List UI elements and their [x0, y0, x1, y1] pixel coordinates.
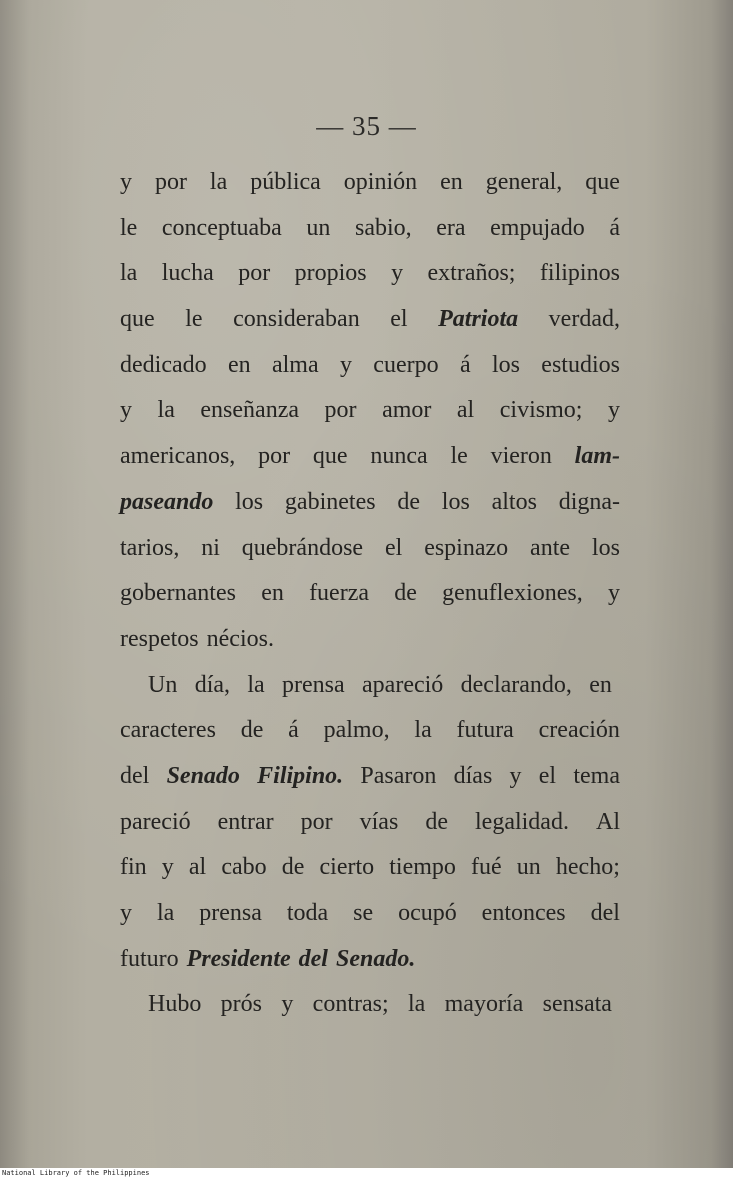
- word: por: [238, 260, 271, 287]
- word: declarando,: [460, 671, 572, 698]
- word: quebrándose: [241, 534, 364, 561]
- word: y: [607, 397, 620, 424]
- text-line: [120, 937, 620, 983]
- word: ante: [530, 534, 571, 561]
- italic-word: Filipino.: [257, 762, 344, 789]
- word: y: [120, 169, 132, 195]
- word: los: [441, 488, 470, 515]
- library-credit: National Library of the Philippines: [2, 1169, 150, 1177]
- italic-word: Patriota: [438, 306, 519, 333]
- word: prensa: [282, 671, 345, 698]
- word: fué: [471, 854, 502, 881]
- word: americanos,: [120, 443, 236, 470]
- word: empujado: [490, 214, 585, 241]
- word: Al: [595, 808, 620, 835]
- text-line: [120, 571, 620, 617]
- word: opinión: [343, 169, 418, 195]
- text-line: [120, 754, 620, 800]
- word: Pasaron: [360, 762, 437, 789]
- text-line: [120, 160, 620, 206]
- word: á: [459, 351, 471, 378]
- word: la: [157, 397, 175, 424]
- word: vieron: [490, 443, 552, 470]
- word: toda: [286, 900, 329, 926]
- word: cabo: [221, 854, 267, 881]
- word: legalidad.: [475, 808, 569, 835]
- word: en: [261, 580, 284, 607]
- word: futuro: [120, 945, 179, 972]
- word: de: [394, 580, 417, 607]
- word: el: [384, 534, 403, 561]
- word: al: [456, 397, 475, 424]
- word: el: [390, 306, 408, 333]
- word: tema: [573, 762, 620, 789]
- word: general,: [485, 169, 563, 195]
- word: cuerpo: [373, 351, 439, 378]
- word: era: [436, 214, 466, 241]
- text-line: [120, 845, 620, 891]
- word: de: [281, 854, 305, 881]
- word: sensata: [542, 991, 612, 1018]
- word: ni: [201, 534, 220, 561]
- body-text: [120, 160, 620, 1028]
- word: vías: [359, 808, 399, 835]
- word: nécios.: [206, 625, 274, 652]
- word: espinazo: [424, 534, 509, 561]
- word: mayoría: [444, 991, 524, 1018]
- word: consideraban: [233, 306, 360, 333]
- word: la: [407, 991, 426, 1018]
- word: que: [312, 443, 348, 470]
- word: y: [120, 397, 132, 424]
- word: en: [589, 671, 612, 698]
- text-line: [120, 434, 620, 480]
- text-line: [120, 526, 620, 572]
- word: un: [306, 214, 331, 241]
- word: y: [339, 351, 352, 378]
- word: apareció: [362, 671, 444, 698]
- word: genuflexiones,: [442, 580, 583, 607]
- word: los: [491, 351, 520, 378]
- word: le: [120, 214, 138, 241]
- word: la: [156, 900, 175, 926]
- word: un: [516, 854, 541, 881]
- word: de: [397, 488, 420, 515]
- word: tarios,: [120, 534, 180, 561]
- word: prós: [220, 991, 263, 1018]
- word: Un: [148, 671, 178, 698]
- word: del: [120, 762, 150, 789]
- word: la: [120, 260, 138, 287]
- word: tiempo: [389, 854, 456, 881]
- word: en: [227, 351, 251, 378]
- word: al: [188, 854, 207, 881]
- word: cierto: [319, 854, 375, 881]
- italic-word: del: [298, 945, 328, 972]
- word: entrar: [217, 808, 274, 835]
- text-line: [120, 251, 620, 297]
- word: ocupó: [398, 900, 457, 926]
- italic-word: paseando: [120, 488, 214, 515]
- word: por: [154, 169, 187, 195]
- word: de: [240, 717, 264, 744]
- text-line: [120, 480, 620, 526]
- page-number: — 35 —: [316, 111, 417, 141]
- word: de: [425, 808, 448, 835]
- word: creación: [538, 717, 620, 744]
- word: palmo,: [323, 717, 390, 744]
- word: á: [288, 717, 299, 744]
- text-line: [120, 663, 620, 709]
- word: pública: [250, 169, 321, 195]
- word: hecho;: [555, 854, 620, 881]
- text-line: [120, 982, 620, 1028]
- word: prensa: [199, 900, 262, 926]
- word: sabio,: [355, 214, 412, 241]
- word: entonces: [481, 900, 566, 926]
- word: la: [247, 671, 265, 698]
- italic-word: Senado.: [335, 945, 416, 972]
- text-line: [120, 206, 620, 252]
- word: á: [609, 214, 620, 241]
- word: nunca: [370, 443, 428, 470]
- word: amor: [382, 397, 432, 424]
- word: días: [453, 762, 493, 789]
- word: conceptuaba: [161, 214, 282, 241]
- word: por: [300, 808, 333, 835]
- word: digna-: [558, 488, 620, 515]
- word: y: [281, 991, 294, 1018]
- word: por: [258, 443, 291, 470]
- word: y: [391, 260, 404, 287]
- word: gobernantes: [120, 580, 236, 607]
- word: pareció: [120, 808, 191, 835]
- italic-word: Presidente: [186, 945, 291, 972]
- word: extraños;: [427, 260, 516, 287]
- word: le: [450, 443, 468, 470]
- word: y: [509, 762, 522, 789]
- word: día,: [194, 671, 231, 698]
- word: que: [585, 169, 620, 195]
- word: fin: [120, 854, 147, 881]
- word: que: [120, 306, 155, 333]
- word: civismo;: [499, 397, 583, 424]
- word: y: [607, 580, 620, 607]
- word: enseñanza: [200, 397, 299, 424]
- text-line: [120, 343, 620, 389]
- word: los: [591, 534, 620, 561]
- word: caracteres: [120, 717, 216, 744]
- text-line: [120, 708, 620, 754]
- word: los: [235, 488, 264, 515]
- word: Hubo: [148, 991, 202, 1018]
- word: contras;: [312, 991, 389, 1018]
- word: y: [161, 854, 174, 881]
- word: verdad,: [548, 306, 620, 333]
- text-line: [120, 617, 620, 663]
- text-line: [120, 388, 620, 434]
- text-line: [120, 297, 620, 343]
- word: futura: [456, 717, 514, 744]
- italic-word: Senado: [166, 762, 240, 789]
- word: propios: [294, 260, 367, 287]
- word: el: [538, 762, 557, 789]
- text-line: [120, 800, 620, 846]
- word: estudios: [541, 351, 620, 378]
- word: fuerza: [309, 580, 370, 607]
- word: alma: [271, 351, 319, 378]
- word: altos: [491, 488, 537, 515]
- italic-word: lam-: [574, 443, 620, 470]
- word: filipinos: [539, 260, 620, 287]
- word: la: [209, 169, 228, 195]
- word: la: [414, 717, 432, 744]
- word: se: [353, 900, 374, 926]
- word: dedicado: [120, 351, 207, 378]
- word: respetos: [120, 625, 199, 652]
- word: le: [185, 306, 203, 333]
- text-line: [120, 891, 620, 937]
- word: por: [324, 397, 357, 424]
- word: lucha: [161, 260, 214, 287]
- word: del: [590, 900, 620, 926]
- word: y: [120, 900, 132, 926]
- word: en: [440, 169, 463, 195]
- word: gabinetes: [284, 488, 376, 515]
